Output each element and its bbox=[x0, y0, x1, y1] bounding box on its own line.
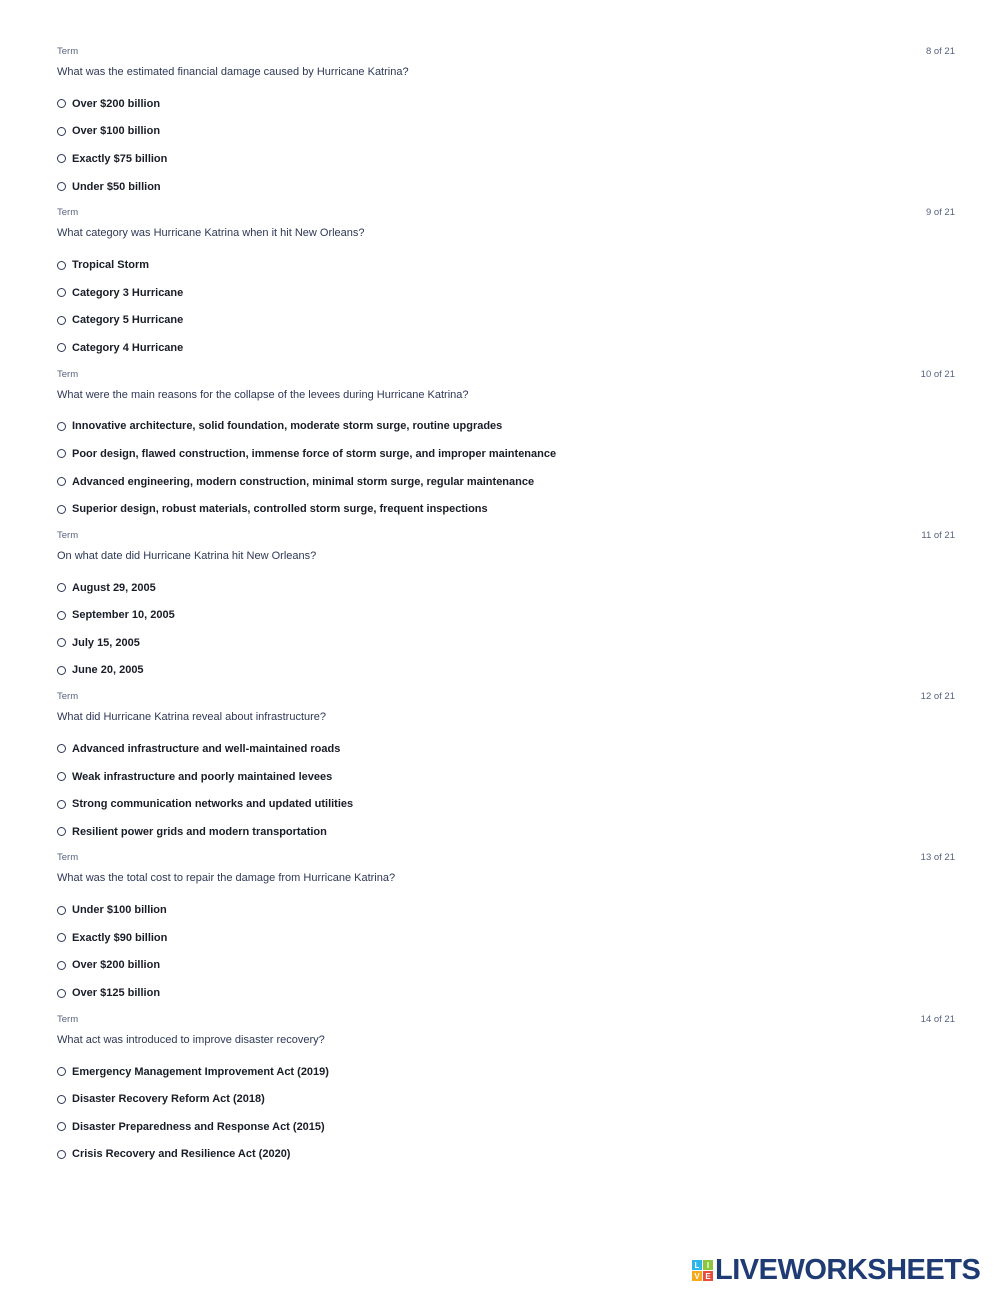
question-prompt: On what date did Hurricane Katrina hit New Orleans? bbox=[57, 549, 317, 562]
radio-button-icon[interactable] bbox=[57, 182, 66, 191]
answer-option[interactable] bbox=[57, 417, 556, 445]
logo-badge-letter: L bbox=[692, 1260, 702, 1270]
answer-options bbox=[57, 94, 167, 204]
answer-option[interactable] bbox=[57, 472, 556, 500]
answer-option-label: Over $125 billion bbox=[72, 987, 161, 1000]
question-card bbox=[57, 691, 955, 852]
answer-option-label: Over $200 billion bbox=[72, 959, 161, 972]
question-card bbox=[57, 207, 955, 368]
answer-option[interactable] bbox=[57, 822, 353, 850]
radio-button-icon[interactable] bbox=[57, 422, 66, 431]
question-header bbox=[57, 852, 955, 868]
answer-option-label: Superior design, robust materials, controlled storm surge, frequent inspections bbox=[72, 503, 488, 516]
term-label: Term bbox=[57, 368, 79, 380]
question-counter: 11 of 21 bbox=[921, 529, 955, 541]
logo-badge-letter: I bbox=[703, 1260, 713, 1270]
answer-option-label: Advanced engineering, modern construction, minimal storm surge, regular maintenance bbox=[72, 475, 535, 488]
answer-option[interactable] bbox=[57, 578, 175, 606]
radio-button-icon[interactable] bbox=[57, 989, 66, 998]
answer-option-label: June 20, 2005 bbox=[72, 664, 144, 677]
question-card bbox=[57, 852, 955, 1013]
question-counter: 10 of 21 bbox=[920, 368, 955, 380]
question-prompt: What was the estimated financial damage caused by Hurricane Katrina? bbox=[57, 66, 409, 78]
question-header bbox=[57, 1014, 955, 1030]
answer-option[interactable] bbox=[57, 149, 167, 177]
answer-option-label: Poor design, flawed construction, immense force of storm surge, and improper maintenance bbox=[72, 447, 557, 460]
radio-button-icon[interactable] bbox=[57, 611, 66, 620]
answer-option[interactable] bbox=[57, 767, 353, 795]
answer-option-label: July 15, 2005 bbox=[72, 636, 140, 649]
logo-text: LIVEWORKSHEETS bbox=[715, 1254, 981, 1286]
answer-option[interactable] bbox=[57, 605, 175, 633]
radio-button-icon[interactable] bbox=[57, 477, 66, 486]
answer-option-label: Advanced infrastructure and well-maintained roads bbox=[72, 742, 341, 755]
answer-option[interactable] bbox=[57, 1089, 329, 1117]
term-label: Term bbox=[57, 691, 79, 703]
answer-options bbox=[57, 1062, 329, 1172]
liveworksheets-logo bbox=[692, 1256, 980, 1285]
answer-option-label: Disaster Recovery Reform Act (2018) bbox=[72, 1093, 265, 1106]
radio-button-icon[interactable] bbox=[57, 961, 66, 970]
question-card bbox=[57, 369, 955, 530]
question-counter: 12 of 21 bbox=[920, 691, 955, 703]
question-prompt: What did Hurricane Katrina reveal about infrastructure? bbox=[57, 711, 327, 724]
question-prompt: What were the main reasons for the collapse of the levees during Hurricane Katrina? bbox=[57, 388, 469, 401]
answer-option[interactable] bbox=[57, 177, 167, 205]
answer-option[interactable] bbox=[57, 310, 183, 338]
radio-button-icon[interactable] bbox=[57, 638, 66, 647]
answer-option[interactable] bbox=[57, 1117, 329, 1145]
radio-button-icon[interactable] bbox=[57, 772, 66, 781]
answer-option-label: Tropical Storm bbox=[72, 259, 150, 272]
question-card bbox=[57, 46, 955, 207]
answer-option[interactable] bbox=[57, 122, 167, 150]
question-header bbox=[57, 207, 955, 223]
radio-button-icon[interactable] bbox=[57, 583, 66, 592]
answer-option[interactable] bbox=[57, 338, 183, 366]
answer-option[interactable] bbox=[57, 283, 183, 311]
answer-option[interactable] bbox=[57, 928, 167, 956]
term-label: Term bbox=[57, 1013, 79, 1025]
question-prompt: What act was introduced to improve disaster recovery? bbox=[57, 1033, 325, 1046]
radio-button-icon[interactable] bbox=[57, 1122, 66, 1131]
answer-option[interactable] bbox=[57, 499, 556, 527]
radio-button-icon[interactable] bbox=[57, 827, 66, 836]
radio-button-icon[interactable] bbox=[57, 800, 66, 809]
answer-option-label: Under $50 billion bbox=[72, 180, 161, 193]
question-counter: 9 of 21 bbox=[925, 207, 955, 219]
answer-option-label: Category 5 Hurricane bbox=[72, 314, 184, 327]
question-header bbox=[57, 369, 955, 385]
answer-option[interactable] bbox=[57, 956, 167, 984]
radio-button-icon[interactable] bbox=[57, 1150, 66, 1159]
answer-option-label: Over $100 billion bbox=[72, 125, 161, 138]
answer-option-label: Innovative architecture, solid foundation, moderate storm surge, routine upgrades bbox=[72, 420, 503, 433]
term-label: Term bbox=[57, 46, 79, 57]
answer-option-label: Crisis Recovery and Resilience Act (2020) bbox=[72, 1148, 291, 1161]
radio-button-icon[interactable] bbox=[57, 449, 66, 458]
question-counter: 13 of 21 bbox=[920, 852, 955, 864]
answer-options bbox=[57, 578, 175, 688]
question-counter: 8 of 21 bbox=[925, 46, 955, 57]
answer-options bbox=[57, 417, 556, 527]
radio-button-icon[interactable] bbox=[57, 906, 66, 915]
answer-option-label: Under $100 billion bbox=[72, 904, 167, 917]
answer-option[interactable] bbox=[57, 633, 175, 661]
answer-option-label: September 10, 2005 bbox=[72, 609, 175, 622]
term-label: Term bbox=[57, 207, 79, 219]
radio-button-icon[interactable] bbox=[57, 316, 66, 325]
answer-option-label: Weak infrastructure and poorly maintained levees bbox=[72, 770, 333, 783]
radio-button-icon[interactable] bbox=[57, 1095, 66, 1104]
answer-option[interactable] bbox=[57, 255, 183, 283]
radio-button-icon[interactable] bbox=[57, 154, 66, 163]
question-list bbox=[57, 46, 955, 1175]
logo-badge-icon bbox=[692, 1260, 713, 1281]
answer-option-label: Exactly $90 billion bbox=[72, 931, 168, 944]
question-counter: 14 of 21 bbox=[920, 1013, 955, 1025]
radio-button-icon[interactable] bbox=[57, 343, 66, 352]
radio-button-icon[interactable] bbox=[57, 127, 66, 136]
question-prompt: What category was Hurricane Katrina when it hit New Orleans? bbox=[57, 227, 365, 240]
radio-button-icon[interactable] bbox=[57, 261, 66, 270]
radio-button-icon[interactable] bbox=[57, 99, 66, 108]
question-header bbox=[57, 691, 955, 707]
answer-option-label: Over $200 billion bbox=[72, 97, 161, 110]
answer-option-label: Category 3 Hurricane bbox=[72, 286, 184, 299]
logo-badge-letter: V bbox=[692, 1271, 702, 1281]
answer-option[interactable] bbox=[57, 1145, 329, 1173]
answer-options bbox=[57, 739, 353, 849]
question-prompt: What was the total cost to repair the damage from Hurricane Katrina? bbox=[57, 872, 396, 885]
answer-option[interactable] bbox=[57, 900, 167, 928]
logo-badge-letter: E bbox=[703, 1271, 713, 1281]
answer-option-label: Strong communication networks and updated utilities bbox=[72, 798, 354, 811]
answer-option-label: Resilient power grids and modern transportation bbox=[72, 825, 327, 838]
answer-option[interactable] bbox=[57, 983, 167, 1011]
answer-option[interactable] bbox=[57, 661, 175, 689]
radio-button-icon[interactable] bbox=[57, 744, 66, 753]
radio-button-icon[interactable] bbox=[57, 288, 66, 297]
answer-option-label: Category 4 Hurricane bbox=[72, 341, 184, 354]
answer-option-label: Disaster Preparedness and Response Act (2015) bbox=[72, 1120, 325, 1133]
answer-option[interactable] bbox=[57, 94, 167, 122]
answer-options bbox=[57, 255, 183, 365]
radio-button-icon[interactable] bbox=[57, 505, 66, 514]
answer-option[interactable] bbox=[57, 1062, 329, 1090]
term-label: Term bbox=[57, 529, 79, 541]
question-header bbox=[57, 46, 955, 62]
radio-button-icon[interactable] bbox=[57, 666, 66, 675]
answer-option-label: August 29, 2005 bbox=[72, 581, 156, 594]
answer-option[interactable] bbox=[57, 739, 353, 767]
question-header bbox=[57, 530, 955, 546]
radio-button-icon[interactable] bbox=[57, 933, 66, 942]
radio-button-icon[interactable] bbox=[57, 1067, 66, 1076]
answer-option-label: Exactly $75 billion bbox=[72, 152, 168, 165]
term-label: Term bbox=[57, 852, 79, 864]
answer-options bbox=[57, 900, 167, 1010]
answer-option[interactable] bbox=[57, 444, 556, 472]
question-card bbox=[57, 530, 955, 691]
question-card bbox=[57, 1014, 955, 1175]
answer-option[interactable] bbox=[57, 794, 353, 822]
answer-option-label: Emergency Management Improvement Act (2019) bbox=[72, 1065, 329, 1078]
